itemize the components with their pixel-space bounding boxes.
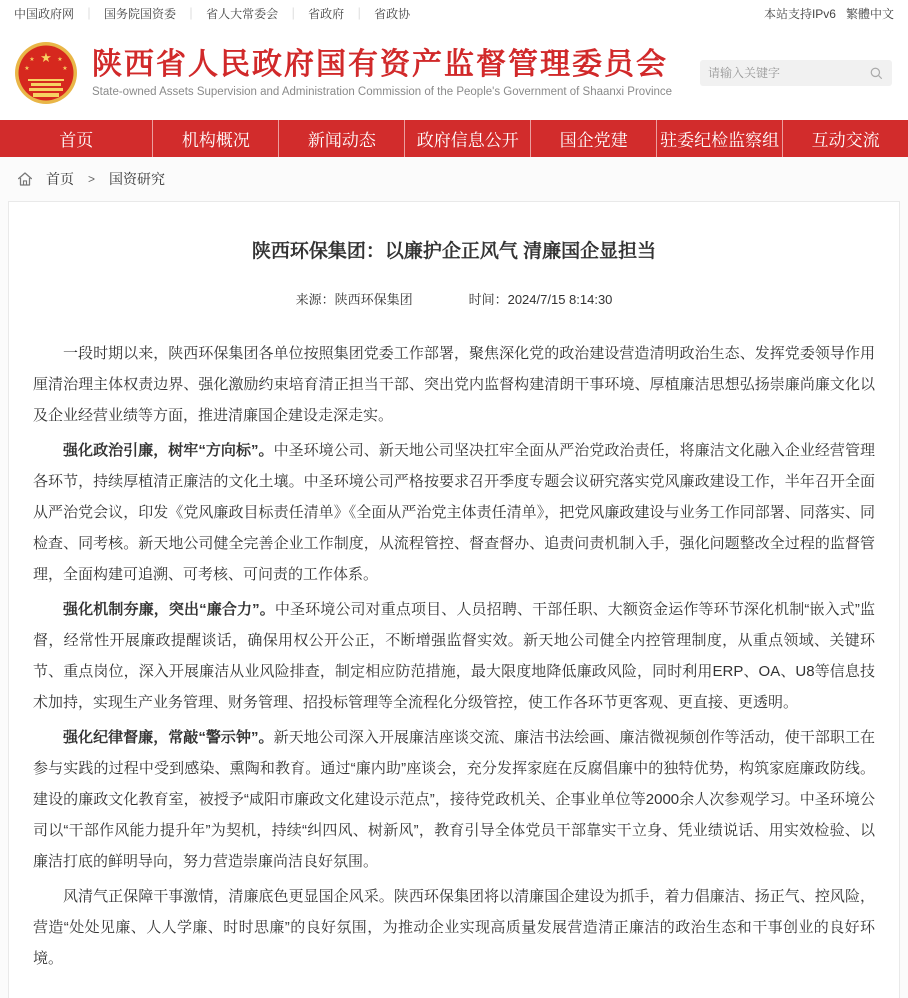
national-emblem-logo [14,41,78,105]
home-icon[interactable] [16,170,34,188]
nav-item-about[interactable]: 机构概况 [152,120,278,157]
article-time: 时间：2024/7/15 8:14:30 [468,292,613,307]
article-paragraph [33,338,875,431]
paragraph-lead: 强化纪律督廉，常敲“警示钟”。 [63,729,274,746]
paragraph-lead: 强化机制夯廉，突出“廉合力”。 [63,601,275,618]
article-paragraph [33,881,875,974]
gov-links [14,5,410,22]
ipv6-label: 本站支持IPv6 [763,6,836,21]
svg-text:★: ★ [40,50,52,65]
paragraph-lead: 强化政治引廉，树牢“方向标”。 [63,442,274,459]
article-body [33,338,875,974]
article-source: 来源：陕西环保集团 [295,292,413,307]
article-card [8,201,900,998]
paragraph-text: 一段时期以来，陕西环保集团各单位按照集团党委工作部署，聚焦深化党的政治建设营造清明政治生态、发挥党委领导作用厘清治理主体权责边界、强化激励约束培育清正担当干部、突出党内监督构建清朗干事环境、厚植廉洁思想弘扬崇廉尚廉文化以及企业经营业绩等方面，推进清廉国企建设走深走实。 [33,345,875,424]
nav-item-gov-info[interactable]: 政府信息公开 [404,120,530,157]
nav-item-party-building[interactable]: 国企党建 [530,120,656,157]
article-paragraph [33,594,875,718]
search-box [700,60,892,86]
paragraph-text: 中圣环境公司、新天地公司坚决扛牢全面从严治党政治责任，将廉洁文化融入企业经营管理各环节，持续厚植清正廉洁的文化土壤。中圣环境公司严格按要求召开季度专题会议研究落实党风廉政建设工作，半年召开全面从严治党会议，印发《党风廉政目标责任清单》《全面从严治党主体责任清单》，把党风廉政建设与业务工作同部署、同落实、同检查、同考核。新天地公司健全完善企业工作制度，从流程管控、督查督办、追责问责机制入手，强化问题整改全过程的监督管理，全面构建可追溯、可考核、可问责的工作体系。 [33,442,875,583]
nav-item-interaction[interactable]: 互动交流 [782,120,908,157]
topbar-link-npc[interactable]: ｜ 省人大常委会 [176,5,278,22]
nav-item-news[interactable]: 新闻动态 [278,120,404,157]
topbar-link-sasac[interactable]: ｜ 国务院国资委 [74,5,176,22]
article-title: 陕西环保集团：以廉护企正风气 清廉国企显担当 [251,241,657,262]
svg-text:★: ★ [24,66,30,72]
svg-text:★: ★ [57,57,63,63]
nav-item-home[interactable]: 首页 [59,131,94,150]
site-title-english: State-owned Assets Supervision and Administration Commission of the People's Government of Shaanxi Province [92,86,673,99]
breadcrumb-separator: > [88,172,96,186]
brand-block [92,48,672,99]
svg-text:★: ★ [29,57,35,63]
search-icon[interactable] [869,66,884,81]
main-nav [0,120,908,157]
site-header [0,26,908,120]
topbar-link-cppcc[interactable]: ｜ 省政协 [344,5,410,22]
breadcrumb-current[interactable]: 国资研究 [109,171,166,187]
article-meta [33,289,875,308]
nav-item-discipline-inspection[interactable]: 驻委纪检监察组 [656,120,782,157]
article-paragraph [33,722,875,877]
topbar-link-prov-gov[interactable]: ｜ 省政府 [278,5,344,22]
site-title: 陕西省人民政府国有资产监督管理委员会 [92,47,668,81]
search-input[interactable] [708,66,869,80]
paragraph-text: 新天地公司深入开展廉洁座谈交流、廉洁书法绘画、廉洁微视频创作等活动，使干部职工在参与实践的过程中受到感染、熏陶和教育。通过“廉内助”座谈会，充分发挥家庭在反腐倡廉中的独特优势，构筑家庭廉政防线。建设的廉政文化教育室，被授予“咸阳市廉政文化建设示范点”，接待党政机关、企事业单位等2000余人次参观学习。中圣环境公司以“干部作风能力提升年”为契机，持续“纠四风、树新风”，教育引导全体党员干部靠实干立身、凭业绩说话、用实效检验、以廉洁打底的鲜明导向，努力营造崇廉尚洁良好氛围。 [33,729,875,870]
topbar-link-china-gov[interactable]: 中国政府网 [14,6,75,21]
breadcrumb-home-link[interactable]: 首页 [46,171,74,187]
traditional-chinese-link[interactable]: 繁體中文 [845,6,894,21]
paragraph-text: 风清气正保障干事激情，清廉底色更显国企风采。陕西环保集团将以清廉国企建设为抓手，着力倡廉洁、扬正气、控风险，营造“处处见廉、人人学廉、时时思廉”的良好氛围，为推动企业实现高质量发展营造清正廉洁的政治生态和干事创业的良好环境。 [33,888,875,967]
top-links-bar [0,0,908,26]
paragraph-text: 中圣环境公司对重点项目、人员招聘、干部任职、大额资金运作等环节深化机制“嵌入式”监督，经常性开展廉政提醒谈话，确保用权公开公正，不断增强监督实效。新天地公司健全内控管理制度，从重点领域、关键环节、重点岗位，深入开展廉洁从业风险排查，制定相应防范措施，最大限度地降低廉政风险，同时利用ERP、OA、U8等信息技术加持，实现生产业务管理、财务管理、招投标管理等全流程化分级管控，使工作各环节更客观、更直接、更透明。 [33,601,875,711]
breadcrumb [0,157,908,201]
article-paragraph [33,435,875,590]
svg-text:★: ★ [62,66,68,72]
topbar-utilities [764,5,894,22]
